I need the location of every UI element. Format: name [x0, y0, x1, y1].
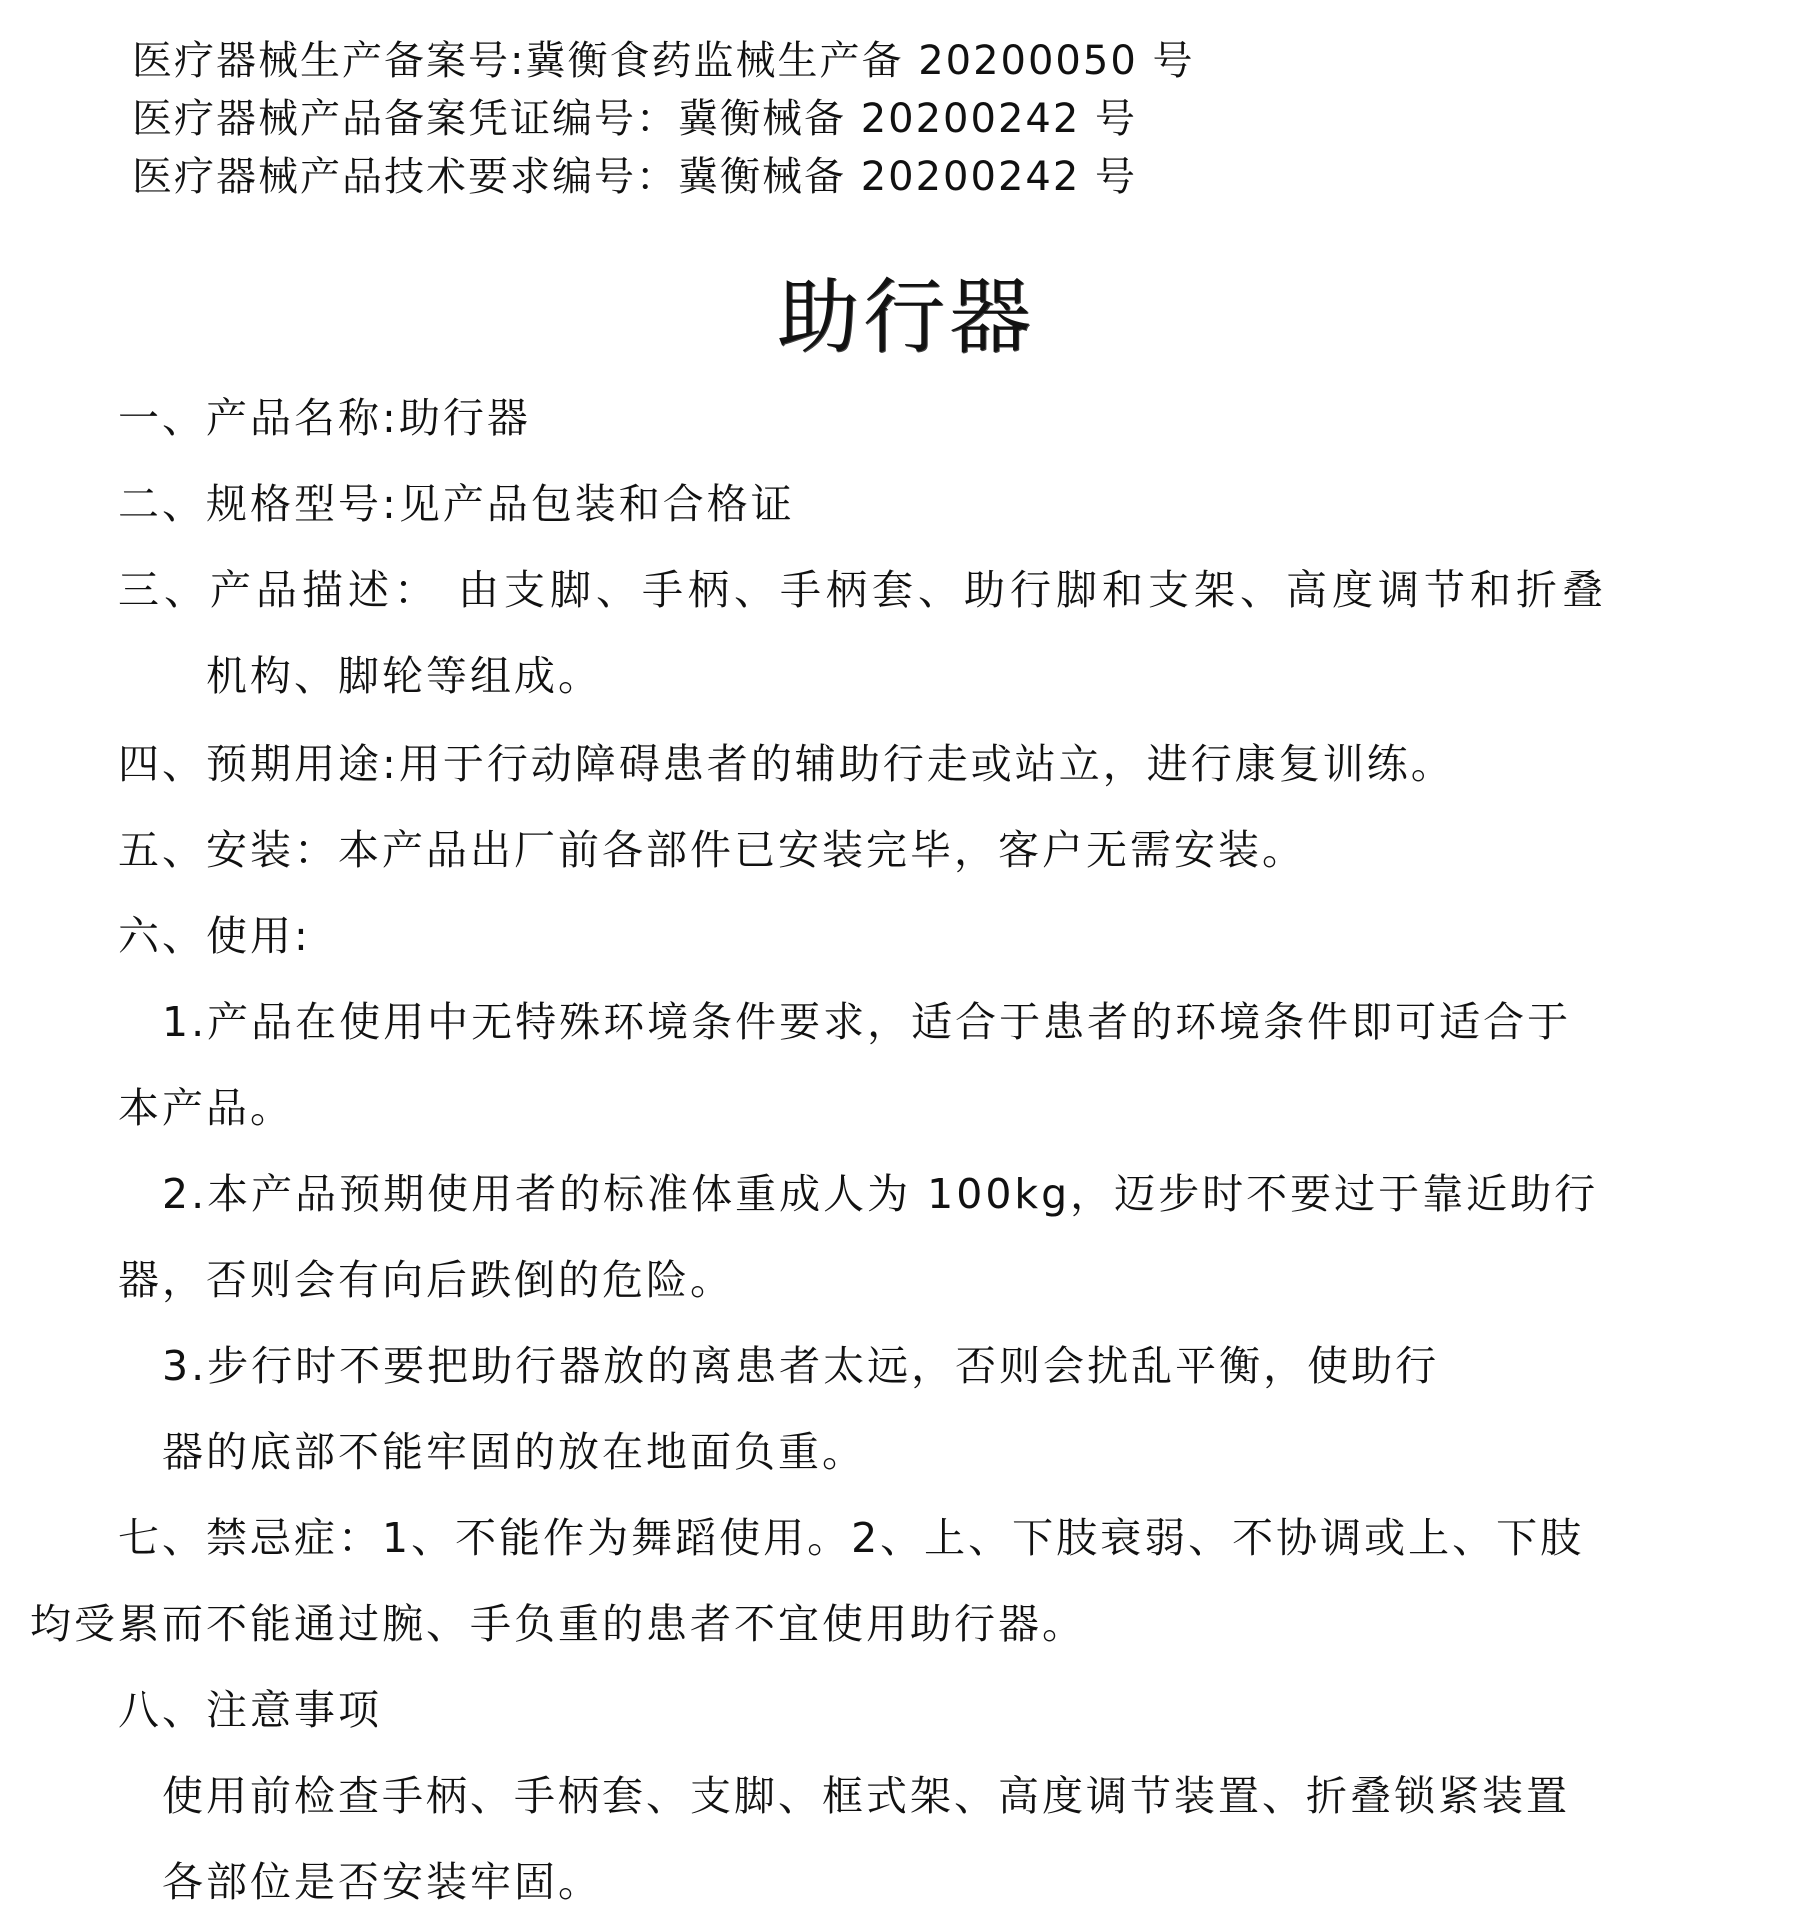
usage-item-3-cont: 器的底部不能牢固的放在地面负重。	[162, 1428, 866, 1476]
usage-item-1-cont: 本产品。	[118, 1084, 294, 1132]
section-model: 二、规格型号:见产品包装和合格证	[118, 480, 795, 528]
usage-item-3: 3.步行时不要把助行器放的离患者太远，否则会扰乱平衡，使助行	[162, 1342, 1440, 1390]
section-contraindications-cont: 均受累而不能通过腕、手负重的患者不宜使用助行器。	[30, 1600, 1086, 1648]
technical-requirement-line: 医疗器械产品技术要求编号：冀衡械备 20200242 号	[132, 154, 1138, 200]
precaution-item-cont: 各部位是否安装牢固。	[162, 1858, 602, 1906]
section-intended-use: 四、预期用途:用于行动障碍患者的辅助行走或站立，进行康复训练。	[118, 740, 1455, 788]
usage-item-1: 1.产品在使用中无特殊环境条件要求，适合于患者的环境条件即可适合于	[162, 998, 1572, 1046]
section-installation: 五、安装：本产品出厂前各部件已安装完毕，客户无需安装。	[118, 826, 1306, 874]
section-description: 三、产品描述： 由支脚、手柄、手柄套、助行脚和支架、高度调节和折叠	[118, 566, 1609, 614]
section-usage: 六、使用:	[118, 912, 311, 960]
usage-item-2-cont: 器，否则会有向后跌倒的危险。	[118, 1256, 734, 1304]
registration-number-line: 医疗器械生产备案号:冀衡食药监械生产备 20200050 号	[132, 38, 1195, 84]
document-title: 助行器	[776, 270, 1035, 365]
record-certificate-line: 医疗器械产品备案凭证编号：冀衡械备 20200242 号	[132, 96, 1138, 142]
section-description-cont: 机构、脚轮等组成。	[206, 652, 602, 700]
section-contraindications: 七、禁忌症：1、不能作为舞蹈使用。2、上、下肢衰弱、不协调或上、下肢	[118, 1514, 1585, 1562]
precaution-item: 使用前检查手柄、手柄套、支脚、框式架、高度调节装置、折叠锁紧装置	[162, 1772, 1570, 1820]
section-precautions: 八、注意事项	[118, 1686, 382, 1734]
usage-item-2: 2.本产品预期使用者的标准体重成人为 100kg，迈步时不要过于靠近助行	[162, 1170, 1599, 1218]
section-product-name: 一、产品名称:助行器	[118, 394, 531, 442]
